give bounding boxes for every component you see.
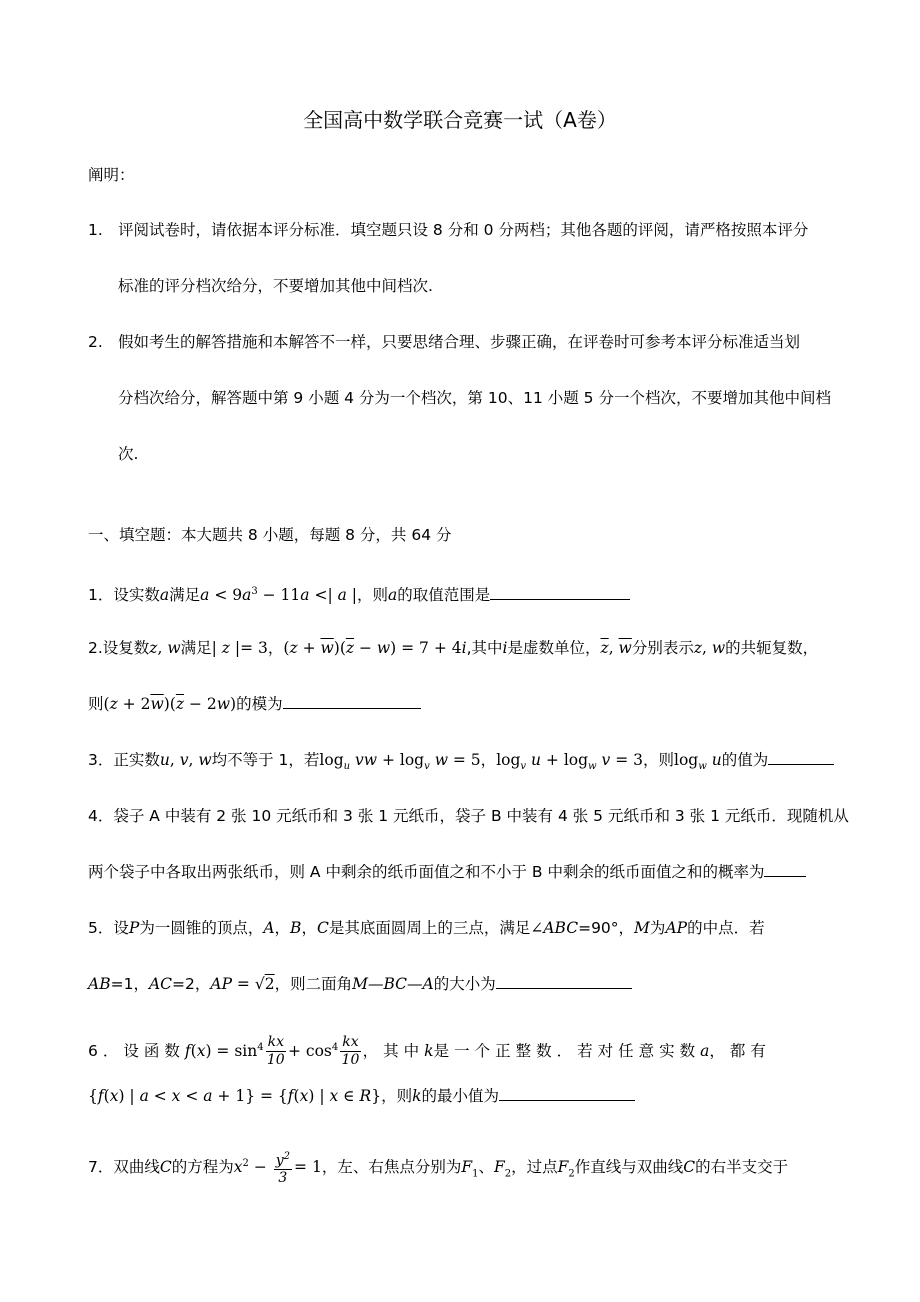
answer-blank[interactable] [496,974,632,989]
note-number: 1. [88,221,103,239]
question-3: 3．正实数u, v, w均不等于 1，若$\log_u$ vw + $\log_v w = 5$，$\log_v u + \log_w v = 3$，则$\log_w u$的值为 [88,750,920,777]
note-2-cont: 次. [118,445,139,463]
answer-blank[interactable] [490,585,630,600]
q-text: 1．设实数 [88,586,160,605]
q-text: ,其中 [466,639,503,657]
q-text: 的模为 [236,695,283,713]
q-text: 是一个正整数．若对任意实数 [433,1042,701,1061]
section-heading: 一、填空题：本大题共 8 小题，每题 8 分，共 64 分 [88,526,452,544]
question-5: 5．设P为一圆锥的顶点，A，B，C是其底面圆周上的三点，满足∠ABC=90°，M为AP的中点．若 [88,919,765,937]
q-text: 的中点．若 [687,919,765,937]
q-text: 5．设 [88,919,129,937]
q-text: 均不等于 1，若 [211,751,320,769]
page-title: 全国高中数学联合竞赛一试（A卷） [303,108,617,132]
question-2-cont: 则$(z + 2\overline{w})(\overline{z} - 2w)$的模为 [88,694,920,714]
question-6-cont: {f(x) | a < x < a + 1} = {f(x) | x ∈ R}，则k的最小值为 [88,1086,920,1106]
q-text: 的取值范围是 [397,586,491,605]
question-5-cont: AB=1，AC=2，AP = √2，则二面角M—BC—A的大小为 [88,974,920,994]
note-text: 评阅试卷时，请依据本评分标准．填空题只设 8 分和 0 分两档；其他各题的评阅，请严格按照本评分 [118,221,809,239]
q-text: 是虚数单位， [507,639,601,657]
q-text: 6．设函数 [88,1042,185,1061]
q-text: 3．正实数 [88,751,160,769]
q-text: =1， [110,975,149,993]
q-text: =90°， [578,919,635,937]
q-text: ，都有 [709,1042,771,1061]
answer-blank[interactable] [768,750,834,765]
q-text: ， [267,639,284,657]
q-text: ，则二面角 [274,975,353,993]
q-text: 为 [649,919,666,937]
q-text: 的右半支交于 [695,1158,789,1177]
q-text: 2.设复数 [88,639,150,657]
answer-blank[interactable] [283,694,421,709]
q-text: 、 [478,1158,494,1177]
q-text: 作直线与双曲线 [574,1158,684,1177]
note-1-cont: 标准的评分档次给分，不要增加其他中间档次. [118,277,433,295]
q-text: 满足 [180,639,212,657]
q-text: ，则 [357,586,389,605]
q-text: 为一圆锥的顶点， [139,919,264,937]
q-text: ，其中 [362,1042,425,1061]
question-7: 7．双曲线C的方程为$x^2$ − $\frac{y^2}{3}$ = 1，左、右焦点分别为$F_1$、$F_2$，过点$F_2$作直线与双曲线C的右半支交于 [88,1140,920,1188]
q-text: 满足 [169,586,201,605]
q-text: =2， [172,975,211,993]
q-text: ，过点 [511,1158,558,1177]
answer-blank[interactable] [499,1086,635,1101]
q-text: 分别表示 [631,639,694,657]
q-text: 的方程为 [171,1158,234,1177]
q-text: ， [480,751,497,769]
q-text: 7．双曲线 [88,1158,160,1177]
question-6: 6．设函数$f(x) = \sin^4$ $\frac{kx}{10}$ + $\cos^4$ $\frac{kx}{10}$ ，其中k是一个正整数．若对任意实数a，都有 [88,1034,771,1069]
q-text: ，左、右焦点分别为 [321,1158,462,1177]
q-text: 是其底面圆周上的三点，满足 [328,919,531,937]
q-text: 的最小值为 [421,1087,500,1105]
question-2: 2.设复数z, w满足| z |= 3，$(z + \overline{w})(\overline{z} - w) = 7 + 4i$,其中i是虚数单位，$\overline{z}$, $\overline{w}$分别表示z, w的共轭复数， [88,639,819,657]
q-text: 则 [88,695,104,713]
q-text: 的值为 [721,751,769,769]
q-text: ，则 [643,751,675,769]
intro-label: 阐明： [88,166,135,184]
note-text: 假如考生的解答措施和本解答不一样，只要思绪合理、步骤正确，在评卷时可参考本评分标准适当划 [118,333,801,351]
question-1: 1．设实数a满足$a < 9a^3 - 11a$ <| a |，则a的取值范围是 [88,582,920,605]
q-text: 两个袋子中各取出两张纸币，则 A 中剩余的纸币面值之和不小于 B 中剩余的纸币面值之和的概率为 [88,863,765,881]
note-number: 2. [88,333,103,351]
question-4: 4．袋子 A 中装有 2 张 10 元纸币和 3 张 1 元纸币，袋子 B 中装有 4 张 5 元纸币和 3 张 1 元纸币．现随机从 [88,807,849,825]
question-4-cont [88,862,920,882]
note-2-cont: 分档次给分，解答题中第 9 小题 4 分为一个档次，第 10、11 小题 5 分一个档次，不要增加其他中间档 [118,389,831,407]
q-text: 的大小为 [433,975,496,993]
q-text: 的共轭复数， [725,639,819,657]
answer-blank[interactable] [764,862,806,877]
q-text: ，则 [381,1087,413,1105]
